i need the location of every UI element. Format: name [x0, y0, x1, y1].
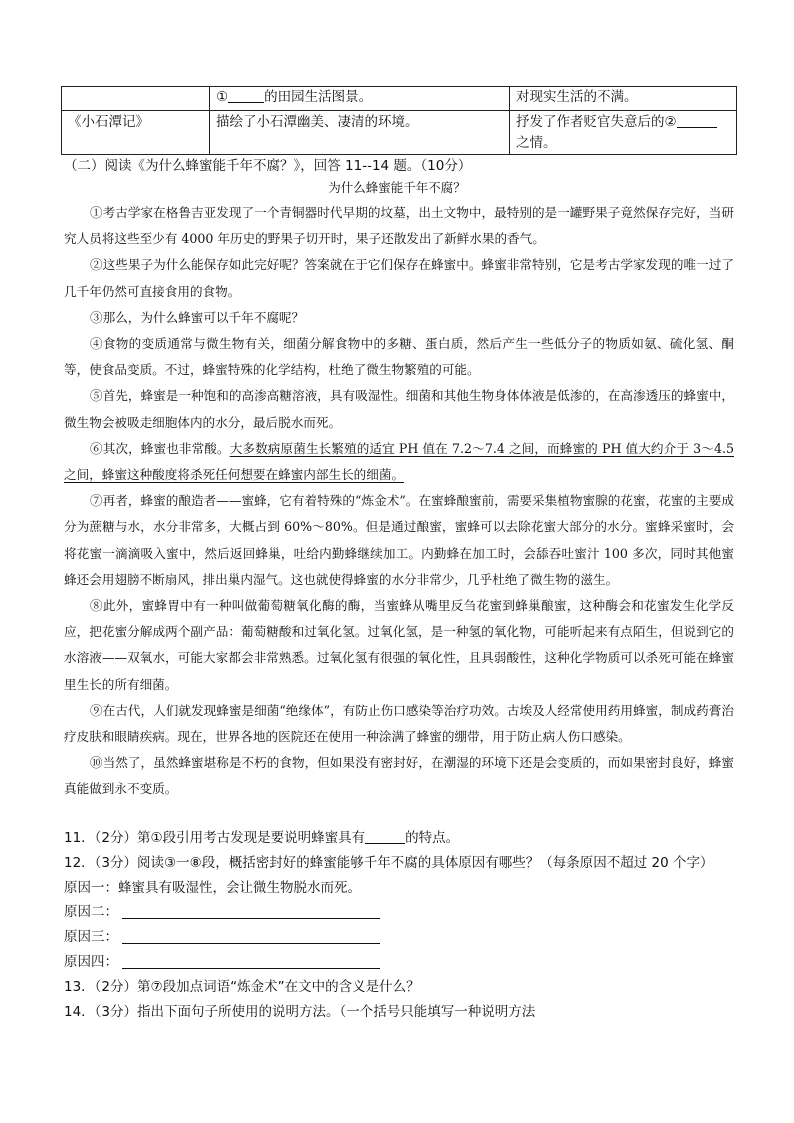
reason-2-label: 原因二：	[64, 904, 118, 921]
essay-paragraph-6	[64, 436, 734, 488]
table-cell-text: 抒发了作者贬官失意后的②	[516, 114, 677, 130]
reason-1: 原因一：蜂蜜具有吸湿性，会让微生物脱水而死。	[64, 879, 361, 896]
essay-paragraph-4: ④食物的变质通常与微生物有关，细菌分解食物中的多糖、蛋白质，然后产生一些低分子的物质如氨、硫化氢、酮等，使食品变质。不过，蜂蜜特殊的化学结构，杜绝了微生物繁殖的可能。	[64, 336, 734, 378]
answer-blank-2[interactable]	[677, 112, 717, 128]
essay-paragraph-7: ⑦再者，蜂蜜的酿造者——蜜蜂，它有着特殊的“炼金术”。在蜜蜂酿蜜前，需要采集植物蜜腺的花蜜，花蜜的主要成分为蔗糖与水，水分非常多，大概占到 60%～80%。但是通过酿蜜，蜜蜂可以去除花蜜大部分的水分。蜜蜂采蜜时，会将花蜜一滴滴吸入蜜中，然后返回蜂巢，吐给内勤蜂继续加工。内勤蜂在加工时，会舔吞吐蜜汁 100 多次，同时其他蜜蜂还会用翅膀不断扇风，排出巢内湿气。这也就使得蜂蜜的水分非常少，几乎杜绝了微生物的滋生。	[64, 493, 734, 587]
section-heading: （二）阅读《为什么蜂蜜能千年不腐？》，回答 11--14 题。（10分）	[64, 158, 472, 174]
literature-table	[61, 86, 737, 155]
table-cell-title	[62, 87, 210, 111]
essay-title: 为什么蜂蜜能千年不腐？	[328, 180, 466, 195]
essay-paragraph-10: ⑩当然了，虽然蜂蜜堪称是不朽的食物，但如果没有密封好，在潮湿的环境下还是会变质的，而如果密封良好，蜂蜜真能做到永不变质。	[64, 755, 734, 797]
table-cell-title: 《小石潭记》	[62, 111, 210, 155]
table-cell-emotion: 对现实生活的不满。	[510, 87, 737, 111]
essay-body	[64, 200, 734, 803]
question-11-text: 11．（2分）第①段引用考古发现是要说明蜂蜜具有	[64, 830, 366, 846]
essay-paragraph-3: ③那么，为什么蜂蜜可以千年不腐呢？	[90, 309, 305, 325]
table-cell-content: 描绘了小石潭幽美、凄清的环境。	[210, 111, 510, 155]
question-11-suffix: 的特点。	[405, 830, 460, 846]
question-11	[64, 826, 744, 851]
question-13: 13．（2分）第⑦段加点词语“炼金术”在文中的含义是什么？	[64, 978, 420, 995]
essay-paragraph-2: ②这些果子为什么能保存如此完好呢？答案就在于它们保存在蜂蜜中。蜂蜜非常特别，它是考古学家发现的唯一过了几千年仍然可直接食用的食物。	[64, 257, 734, 299]
underlined-sentence: 大多数病原菌生长繁殖的适宜 PH 值在 7.2～7.4 之间，而蜂蜜的 PH 值大约介于 3～4.5 之间，蜂蜜这种酸度将杀死任何想要在蜂蜜内部生长的细菌。	[64, 440, 734, 483]
essay-paragraph-9: ⑨在古代，人们就发现蜂蜜是细菌“绝缘体”，有防止伤口感染等治疗功效。古埃及人经常使用药用蜂蜜，制成药膏治疗皮肤和眼睛疾病。现在，世界各地的医院还在使用一种涂满了蜂蜜的绷带，用于防止病人伤口感染。	[64, 702, 734, 745]
table-cell-suffix: 的田园生活图景。	[264, 89, 373, 105]
reason-4-label: 原因四：	[64, 953, 118, 970]
table-row	[62, 111, 737, 155]
essay-paragraph-5: ⑤首先，蜂蜜是一种饱和的高渗高糖溶液，具有吸湿性。细菌和其他生物身体体液是低渗的，在高渗透压的蜂蜜中，微生物会被吸走细胞体内的水分，最后脱水而死。	[64, 388, 734, 430]
answer-line-reason-2[interactable]	[122, 903, 380, 919]
question-12: 12．（3分）阅读③一⑧段，概括密封好的蜂蜜能够千年不腐的具体原因有哪些？（每条原因不超过 20 个字）	[64, 854, 714, 871]
answer-blank-1[interactable]	[228, 87, 264, 103]
blank-marker-1: ①	[216, 89, 229, 105]
essay-paragraph-8: ⑧此外，蜜蜂胃中有一种叫做葡萄糖氧化酶的酶，当蜜蜂从嘴里反刍花蜜到蜂巢酿蜜，这种酶会和花蜜发生化学反应，把花蜜分解成两个副产品：葡萄糖酸和过氧化氢。过氧化氢，是一种氢的氧化物，可能听起来有点陌生，但说到它的水溶液——双氧水，可能大家都会非常熟悉。过氧化氢有很强的氧化性，且具弱酸性，这种化学物质可以杀死可能在蜂蜜里生长的所有细菌。	[64, 598, 734, 692]
reason-3-label: 原因三：	[64, 929, 118, 946]
essay-paragraph-1: ①考古学家在格鲁吉亚发现了一个青铜器时代早期的坟墓，出土文物中，最特别的是一罐野果子竟然保存完好，当研究人员将这些至少有 4000 年历史的野果子切开时，果子还散发出了新鲜水果的香气。	[64, 205, 734, 247]
table-cell-emotion	[510, 111, 737, 155]
questions-section	[64, 826, 744, 1024]
reason-3	[64, 925, 744, 950]
table-cell-content	[210, 87, 510, 111]
table-row	[62, 87, 737, 111]
answer-line-reason-3[interactable]	[122, 928, 380, 944]
answer-line-reason-4[interactable]	[122, 953, 380, 969]
answer-blank-q11[interactable]	[365, 828, 405, 844]
reason-2	[64, 900, 744, 925]
question-14: 14．（3分）指出下面句子所使用的说明方法。（一个括号只能填写一种说明方法	[64, 1003, 536, 1020]
paragraph-6-lead: ⑥其次，蜂蜜也非常酸。	[90, 440, 230, 456]
table-cell-suffix: 之情。	[516, 135, 557, 151]
reason-4	[64, 950, 744, 975]
